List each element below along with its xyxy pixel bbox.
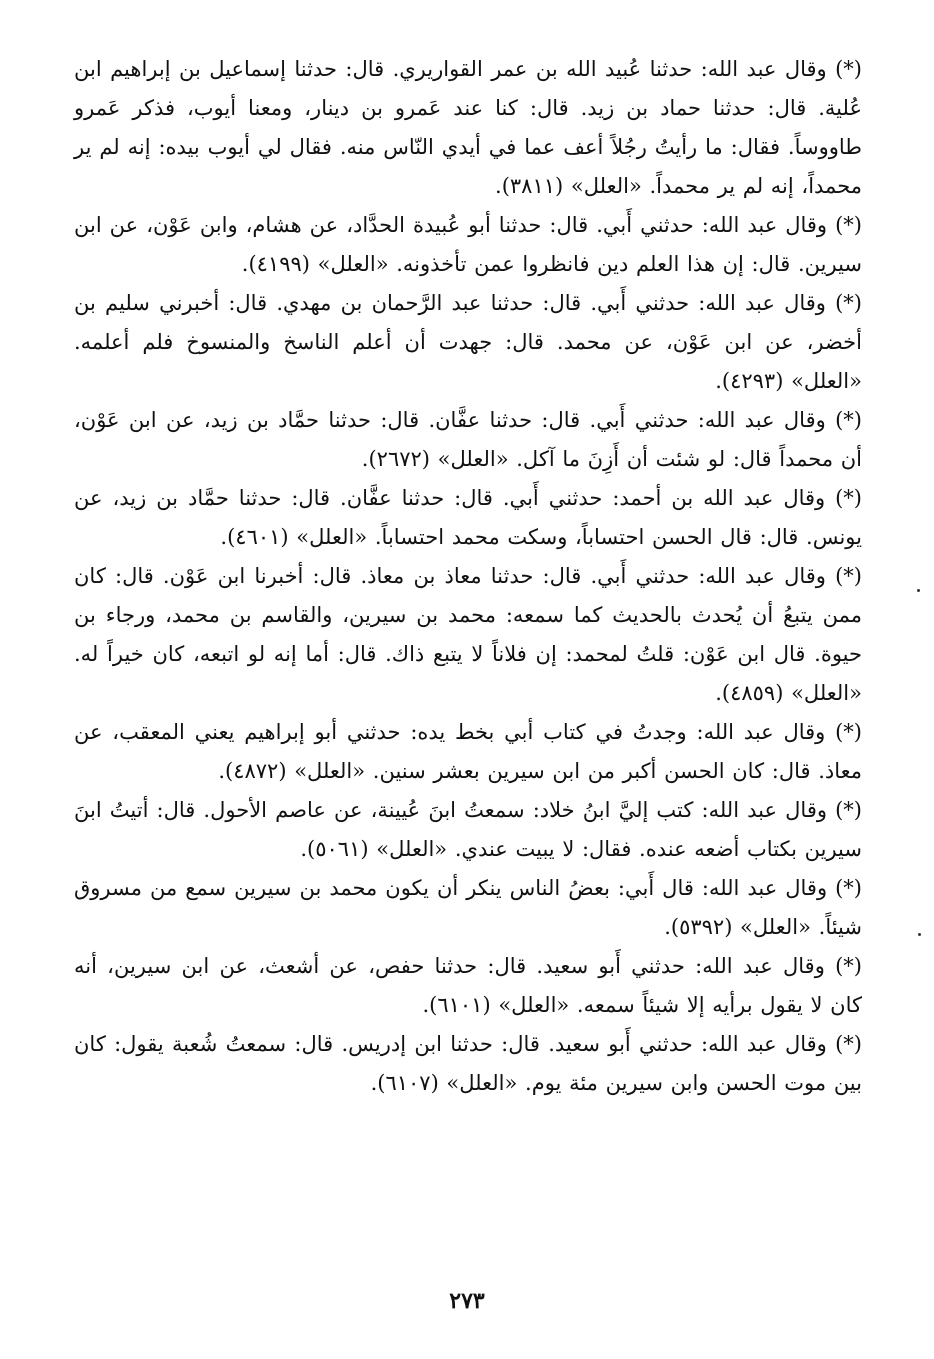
entry-paragraph: (*) وقال عبد الله: حدثني أَبي. قال: حدثنا عفَّان. قال: حدثنا حمَّاد بن زيد، عن ابن عَوْن، أن محمداً قال: لو شئت أن أَزِنَ ما آكل. «العلل» (٢٦٧٢).: [74, 408, 862, 471]
page-number: ٢٧٣: [449, 1288, 485, 1314]
entry-paragraph: (*) وقال عبد الله: كتب إليَّ ابنُ خلاد: سمعتُ ابنَ عُيينة، عن عاصم الأحول. قال: أتيتُ ابنَ سيرين بكتاب أضعه عنده. فقال: لا يبيت عندي. «العلل» (٥٠٦١).: [74, 798, 862, 861]
entry-paragraph: (*) وقال عبد الله: حدثني أَبو سعيد. قال: حدثنا ابن إدريس. قال: سمعتُ شُعبة يقول: كان بين موت الحسن وابن سيرين مئة يوم. «العلل» (٦١٠٧).: [74, 1032, 862, 1095]
entry-paragraph: (*) وقال عبد الله: حدثنا عُبيد الله بن عمر القواريري. قال: حدثنا إسماعيل بن إبراهيم ابن عُلية. قال: حدثنا حماد بن زيد. قال: كنا عند عَمرو بن دينار، ومعنا أيوب، فذكر عَمرو طاووساً. فقال: ما رأيتُ رجُلاً أعف عما في أيدي النّاس منه. فقال لي أيوب بيده: إنه لم ير محمداً، إنه لم ير محمداً. «العلل» (٣٨١١).: [74, 57, 862, 198]
entry-paragraph: (*) وقال عبد الله: قال أَبي: بعضُ الناس ينكر أن يكون محمد بن سيرين سمع من مسروق شيئاً. «العلل» (٥٣٩٢).: [74, 876, 862, 939]
entry-paragraph: (*) وقال عبد الله: حدثني أَبي. قال: حدثنا معاذ بن معاذ. قال: أخبرنا ابن عَوْن. قال: كان ممن يتبعُ أن يُحدث بالحديث كما سمعه: محمد بن سيرين، والقاسم بن محمد، ورجاء بن حيوة. قال ابن عَوْن: قلتُ لمحمد: إن فلاناً لا يتبع ذاك. قال: أما إنه لو اتبعه، كان خيراً له. «العلل» (٤٨٥٩).: [74, 564, 862, 705]
entry-paragraph: (*) وقال عبد الله: حدثني أَبو سعيد. قال: حدثنا حفص، عن أشعث، عن ابن سيرين، أنه كان لا يقول برأيه إلا شيئاً سمعه. «العلل» (٦١٠١).: [74, 954, 862, 1017]
entry-paragraph: (*) وقال عبد الله بن أحمد: حدثني أَبي. قال: حدثنا عفَّان. قال: حدثنا حمَّاد بن زيد، عن يونس. قال: قال الحسن احتساباً، وسكت محمد احتساباً. «العلل» (٤٦٠١).: [74, 486, 862, 549]
entry-paragraph: (*) وقال عبد الله: حدثني أَبي. قال: حدثنا أبو عُبيدة الحدَّاد، عن هشام، وابن عَوْن، عن ابن سيرين. قال: إن هذا العلم دين فانظروا عمن تأخذونه. «العلل» (٤١٩٩).: [74, 213, 862, 276]
document-body: [74, 50, 862, 1103]
scan-speck: [918, 933, 921, 936]
scan-speck: [917, 589, 920, 592]
entry-paragraph: (*) وقال عبد الله: حدثني أَبي. قال: حدثنا عبد الرَّحمان بن مهدي. قال: أخبرني سليم بن أخضر، عن ابن عَوْن، عن محمد. قال: جهدت أن أعلم الناسخ والمنسوخ فلم أعلمه. «العلل» (٤٢٩٣).: [74, 291, 862, 393]
entry-paragraph: (*) وقال عبد الله: وجدتُ في كتاب أبي بخط يده: حدثني أبو إبراهيم يعني المعقب، عن معاذ. قال: كان الحسن أكبر من ابن سيرين بعشر سنين. «العلل» (٤٨٧٢).: [74, 720, 862, 783]
